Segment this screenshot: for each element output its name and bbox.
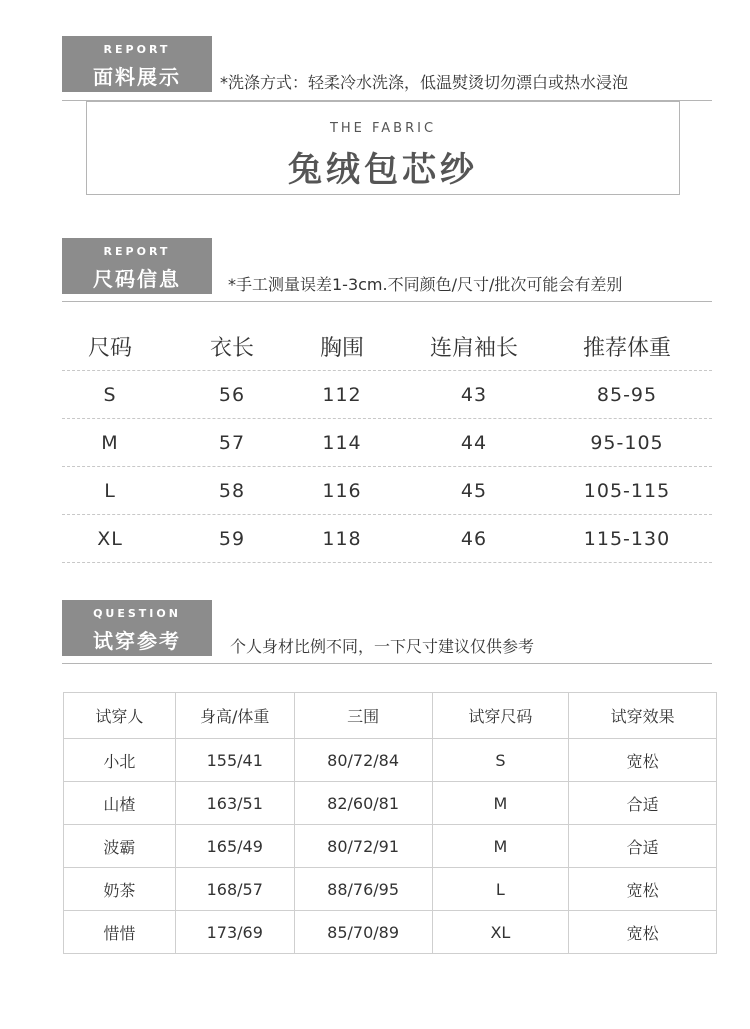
- tryon-badge-en: QUESTION: [93, 607, 181, 620]
- size-cell: 112: [322, 383, 362, 406]
- size-cell: 44: [460, 431, 488, 454]
- tryon-table: [63, 692, 717, 954]
- tryon-cell: 88/76/95: [294, 868, 432, 911]
- tryon-cell: 山楂: [64, 782, 176, 825]
- tryon-header-cell: 身高/体重: [175, 693, 294, 739]
- tryon-cell: 惜惜: [64, 911, 176, 954]
- tryon-cell: 波霸: [64, 825, 176, 868]
- fabric-box-en: THE FABRIC: [329, 121, 437, 136]
- tryon-cell: 165/49: [175, 825, 294, 868]
- size-header-cell: 衣长: [209, 335, 254, 361]
- tryon-header-cell: 三围: [294, 693, 432, 739]
- tryon-cell: 合适: [569, 825, 717, 868]
- size-cell: 59: [218, 527, 246, 550]
- tryon-cell: XL: [432, 911, 569, 954]
- tryon-cell: S: [432, 739, 569, 782]
- tryon-row: [64, 825, 717, 868]
- size-row: [62, 418, 712, 466]
- tryon-row: [64, 739, 717, 782]
- fabric-material-name: 兔绒包芯纱: [288, 150, 478, 190]
- tryon-cell: 168/57: [175, 868, 294, 911]
- size-cell: 45: [460, 479, 488, 502]
- washing-instructions: *洗涤方式：轻柔冷水洗涤，低温熨烫切勿漂白或热水浸泡: [220, 73, 629, 92]
- tryon-header-cell: 试穿尺码: [432, 693, 569, 739]
- size-badge-en: REPORT: [103, 245, 171, 258]
- tryon-note: 个人身材比例不同，一下尺寸建议仅供参考: [230, 637, 535, 656]
- size-row: [62, 370, 712, 418]
- tryon-header-cell: 试穿人: [64, 693, 176, 739]
- size-cell: 116: [322, 479, 362, 502]
- size-cell: M: [101, 431, 119, 454]
- tryon-cell: 80/72/84: [294, 739, 432, 782]
- size-cell: 57: [218, 431, 246, 454]
- size-cell: 56: [218, 383, 246, 406]
- measurement-note: *手工测量误差1-3cm.不同颜色/尺寸/批次可能会有差别: [228, 275, 623, 294]
- tryon-cell: 85/70/89: [294, 911, 432, 954]
- tryon-row: [64, 868, 717, 911]
- size-header-cell: 连肩袖长: [429, 335, 518, 361]
- tryon-cell: 合适: [569, 782, 717, 825]
- tryon-cell: 宽松: [569, 911, 717, 954]
- size-cell: 85-95: [596, 383, 658, 406]
- size-cell: 58: [218, 479, 246, 502]
- tryon-cell: M: [432, 782, 569, 825]
- size-cell: 115-130: [583, 527, 671, 550]
- size-cell: 118: [322, 527, 362, 550]
- fabric-box: [86, 101, 680, 195]
- tryon-badge-title: 试穿参考: [93, 629, 181, 653]
- tryon-section-badge: [62, 600, 212, 656]
- size-badge-title: 尺码信息: [93, 267, 181, 291]
- tryon-row: [64, 911, 717, 954]
- fabric-badge-en: REPORT: [103, 43, 171, 56]
- tryon-cell: 宽松: [569, 739, 717, 782]
- size-cell: S: [103, 383, 117, 406]
- size-cell: 95-105: [590, 431, 664, 454]
- tryon-header-row: [64, 693, 717, 739]
- size-cell: XL: [97, 527, 123, 550]
- size-chart: [62, 322, 712, 563]
- size-row: [62, 514, 712, 563]
- size-cell: 105-115: [583, 479, 671, 502]
- size-cell: 43: [460, 383, 488, 406]
- fabric-badge-title: 面料展示: [93, 65, 181, 89]
- tryon-row: [64, 782, 717, 825]
- size-header-cell: 推荐体重: [582, 335, 671, 361]
- size-row: [62, 466, 712, 514]
- tryon-cell: 163/51: [175, 782, 294, 825]
- tryon-cell: L: [432, 868, 569, 911]
- fabric-section-badge: [62, 36, 212, 92]
- tryon-cell: 155/41: [175, 739, 294, 782]
- size-header-cell: 尺码: [87, 335, 132, 361]
- tryon-cell: 173/69: [175, 911, 294, 954]
- tryon-cell: 82/60/81: [294, 782, 432, 825]
- size-divider: [62, 301, 712, 302]
- size-header-cell: 胸围: [319, 335, 364, 361]
- size-chart-header: [62, 322, 712, 370]
- size-cell: L: [104, 479, 116, 502]
- tryon-cell: 宽松: [569, 868, 717, 911]
- size-cell: 114: [322, 431, 362, 454]
- size-cell: 46: [460, 527, 488, 550]
- tryon-cell: 奶茶: [64, 868, 176, 911]
- tryon-cell: 小北: [64, 739, 176, 782]
- tryon-header-cell: 试穿效果: [569, 693, 717, 739]
- tryon-cell: 80/72/91: [294, 825, 432, 868]
- tryon-cell: M: [432, 825, 569, 868]
- size-section-badge: [62, 238, 212, 294]
- tryon-divider: [62, 663, 712, 664]
